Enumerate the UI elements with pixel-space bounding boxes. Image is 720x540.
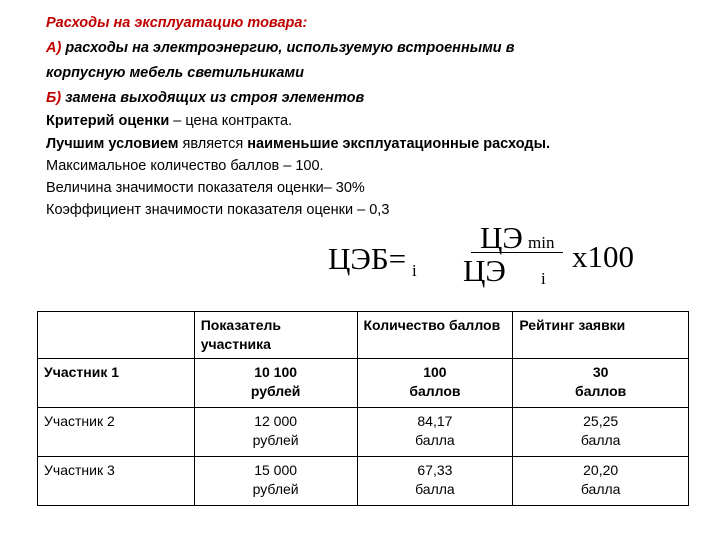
formula-multiplier: x100 [572, 239, 634, 274]
table-header-cell [38, 312, 195, 359]
coefficient-line: Коэффициент значимости показателя оценки – 0,3 [46, 202, 390, 218]
item-a-line1 [46, 39, 514, 57]
rating-cell: 20,20 балла [513, 457, 689, 506]
participant-cell: Участник 1 [38, 359, 195, 408]
formula-numerator: ЦЭ [480, 220, 523, 255]
rating-cell: 25,25 балла [513, 408, 689, 457]
table-row [38, 408, 689, 457]
price-cell: 15 000 рублей [194, 457, 357, 506]
price-cell: 10 100 рублей [194, 359, 357, 408]
best-bold: наименьшие эксплуатационные расходы. [247, 136, 551, 152]
best-label: Лучшим условием [46, 136, 179, 152]
weight-line: Величина значимости показателя оценки– 30% [46, 180, 365, 196]
rating-cell: 30 баллов [513, 359, 689, 408]
table-header-cell: Рейтинг заявки [513, 312, 689, 359]
table-header-row [38, 312, 689, 359]
criterion-line [46, 112, 292, 130]
item-a-text1: расходы на электроэнергию, используемую встроенными в [61, 40, 515, 56]
formula-lhs: ЦЭБ= [328, 241, 407, 276]
best-condition-line [46, 135, 550, 153]
item-a-line2: корпусную мебель светильниками [46, 65, 304, 81]
criterion-label: Критерий оценки [46, 113, 170, 129]
title: Расходы на эксплуатацию товара: [46, 15, 308, 31]
participant-cell: Участник 2 [38, 408, 195, 457]
formula-lhs-subscript: i [412, 261, 417, 280]
formula-numerator-subscript: min [528, 233, 555, 252]
table-header-cell: Показатель участника [194, 312, 357, 359]
criterion-rest: – цена контракта. [169, 113, 293, 129]
formula-denominator-subscript: i [541, 269, 546, 288]
price-cell: 12 000 рублей [194, 408, 357, 457]
item-b-text: замена выходящих из строя элементов [61, 90, 365, 106]
table-row [38, 359, 689, 408]
points-cell: 84,17 балла [357, 408, 513, 457]
points-cell: 67,33 балла [357, 457, 513, 506]
table-header-cell: Количество баллов [357, 312, 513, 359]
table-row [38, 457, 689, 506]
item-b-line [46, 89, 364, 107]
points-cell: 100 баллов [357, 359, 513, 408]
max-points-line: Максимальное количество баллов – 100. [46, 158, 324, 174]
formula-denominator: ЦЭ [463, 253, 506, 288]
rating-table [37, 311, 689, 506]
best-middle: является [178, 136, 248, 152]
item-b-marker: Б) [46, 90, 62, 106]
item-a-marker: А) [46, 40, 62, 56]
participant-cell: Участник 3 [38, 457, 195, 506]
